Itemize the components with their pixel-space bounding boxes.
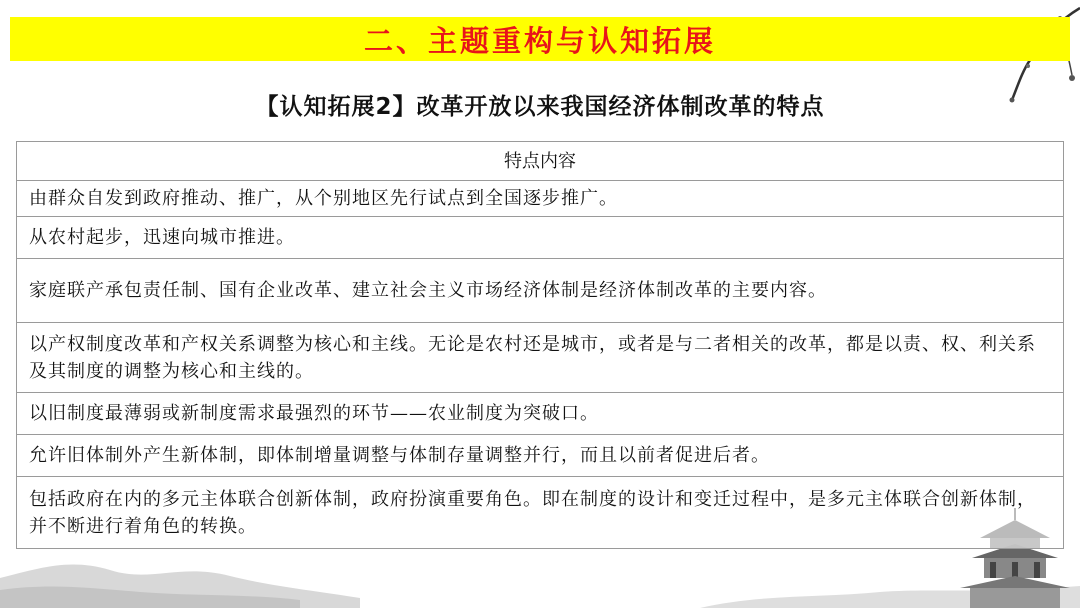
table-row bbox=[17, 393, 1064, 435]
table-cell: 包括政府在内的多元主体联合创新体制，政府扮演重要角色。即在制度的设计和变迁过程中，是多元主体联合创新体制，并不断进行着角色的转换。 bbox=[17, 477, 1064, 549]
table-header: 特点内容 bbox=[17, 142, 1064, 181]
table-cell: 允许旧体制外产生新体制，即体制增量调整与体制存量调整并行，而且以前者促进后者。 bbox=[17, 435, 1064, 477]
table-row bbox=[17, 181, 1064, 217]
table-row bbox=[17, 217, 1064, 259]
title-banner bbox=[10, 17, 1070, 61]
table-row bbox=[17, 477, 1064, 549]
table-row bbox=[17, 259, 1064, 323]
table-cell: 从农村起步，迅速向城市推进。 bbox=[17, 217, 1064, 259]
feature-table bbox=[16, 141, 1064, 549]
table-header-row bbox=[17, 142, 1064, 181]
table-row bbox=[17, 323, 1064, 393]
table-cell: 由群众自发到政府推动、推广，从个别地区先行试点到全国逐步推广。 bbox=[17, 181, 1064, 217]
table-cell: 以旧制度最薄弱或新制度需求最强烈的环节——农业制度为突破口。 bbox=[17, 393, 1064, 435]
slide-subtitle: 【认知拓展2】改革开放以来我国经济体制改革的特点 bbox=[255, 94, 825, 120]
table-row bbox=[17, 435, 1064, 477]
slide-title: 二、主题重构与认知拓展 bbox=[363, 23, 716, 58]
table-cell: 家庭联产承包责任制、国有企业改革、建立社会主义市场经济体制是经济体制改革的主要内容。 bbox=[17, 259, 1064, 323]
table-cell: 以产权制度改革和产权关系调整为核心和主线。无论是农村还是城市，或者是与二者相关的改革，都是以责、权、利关系及其制度的调整为核心和主线的。 bbox=[17, 323, 1064, 393]
